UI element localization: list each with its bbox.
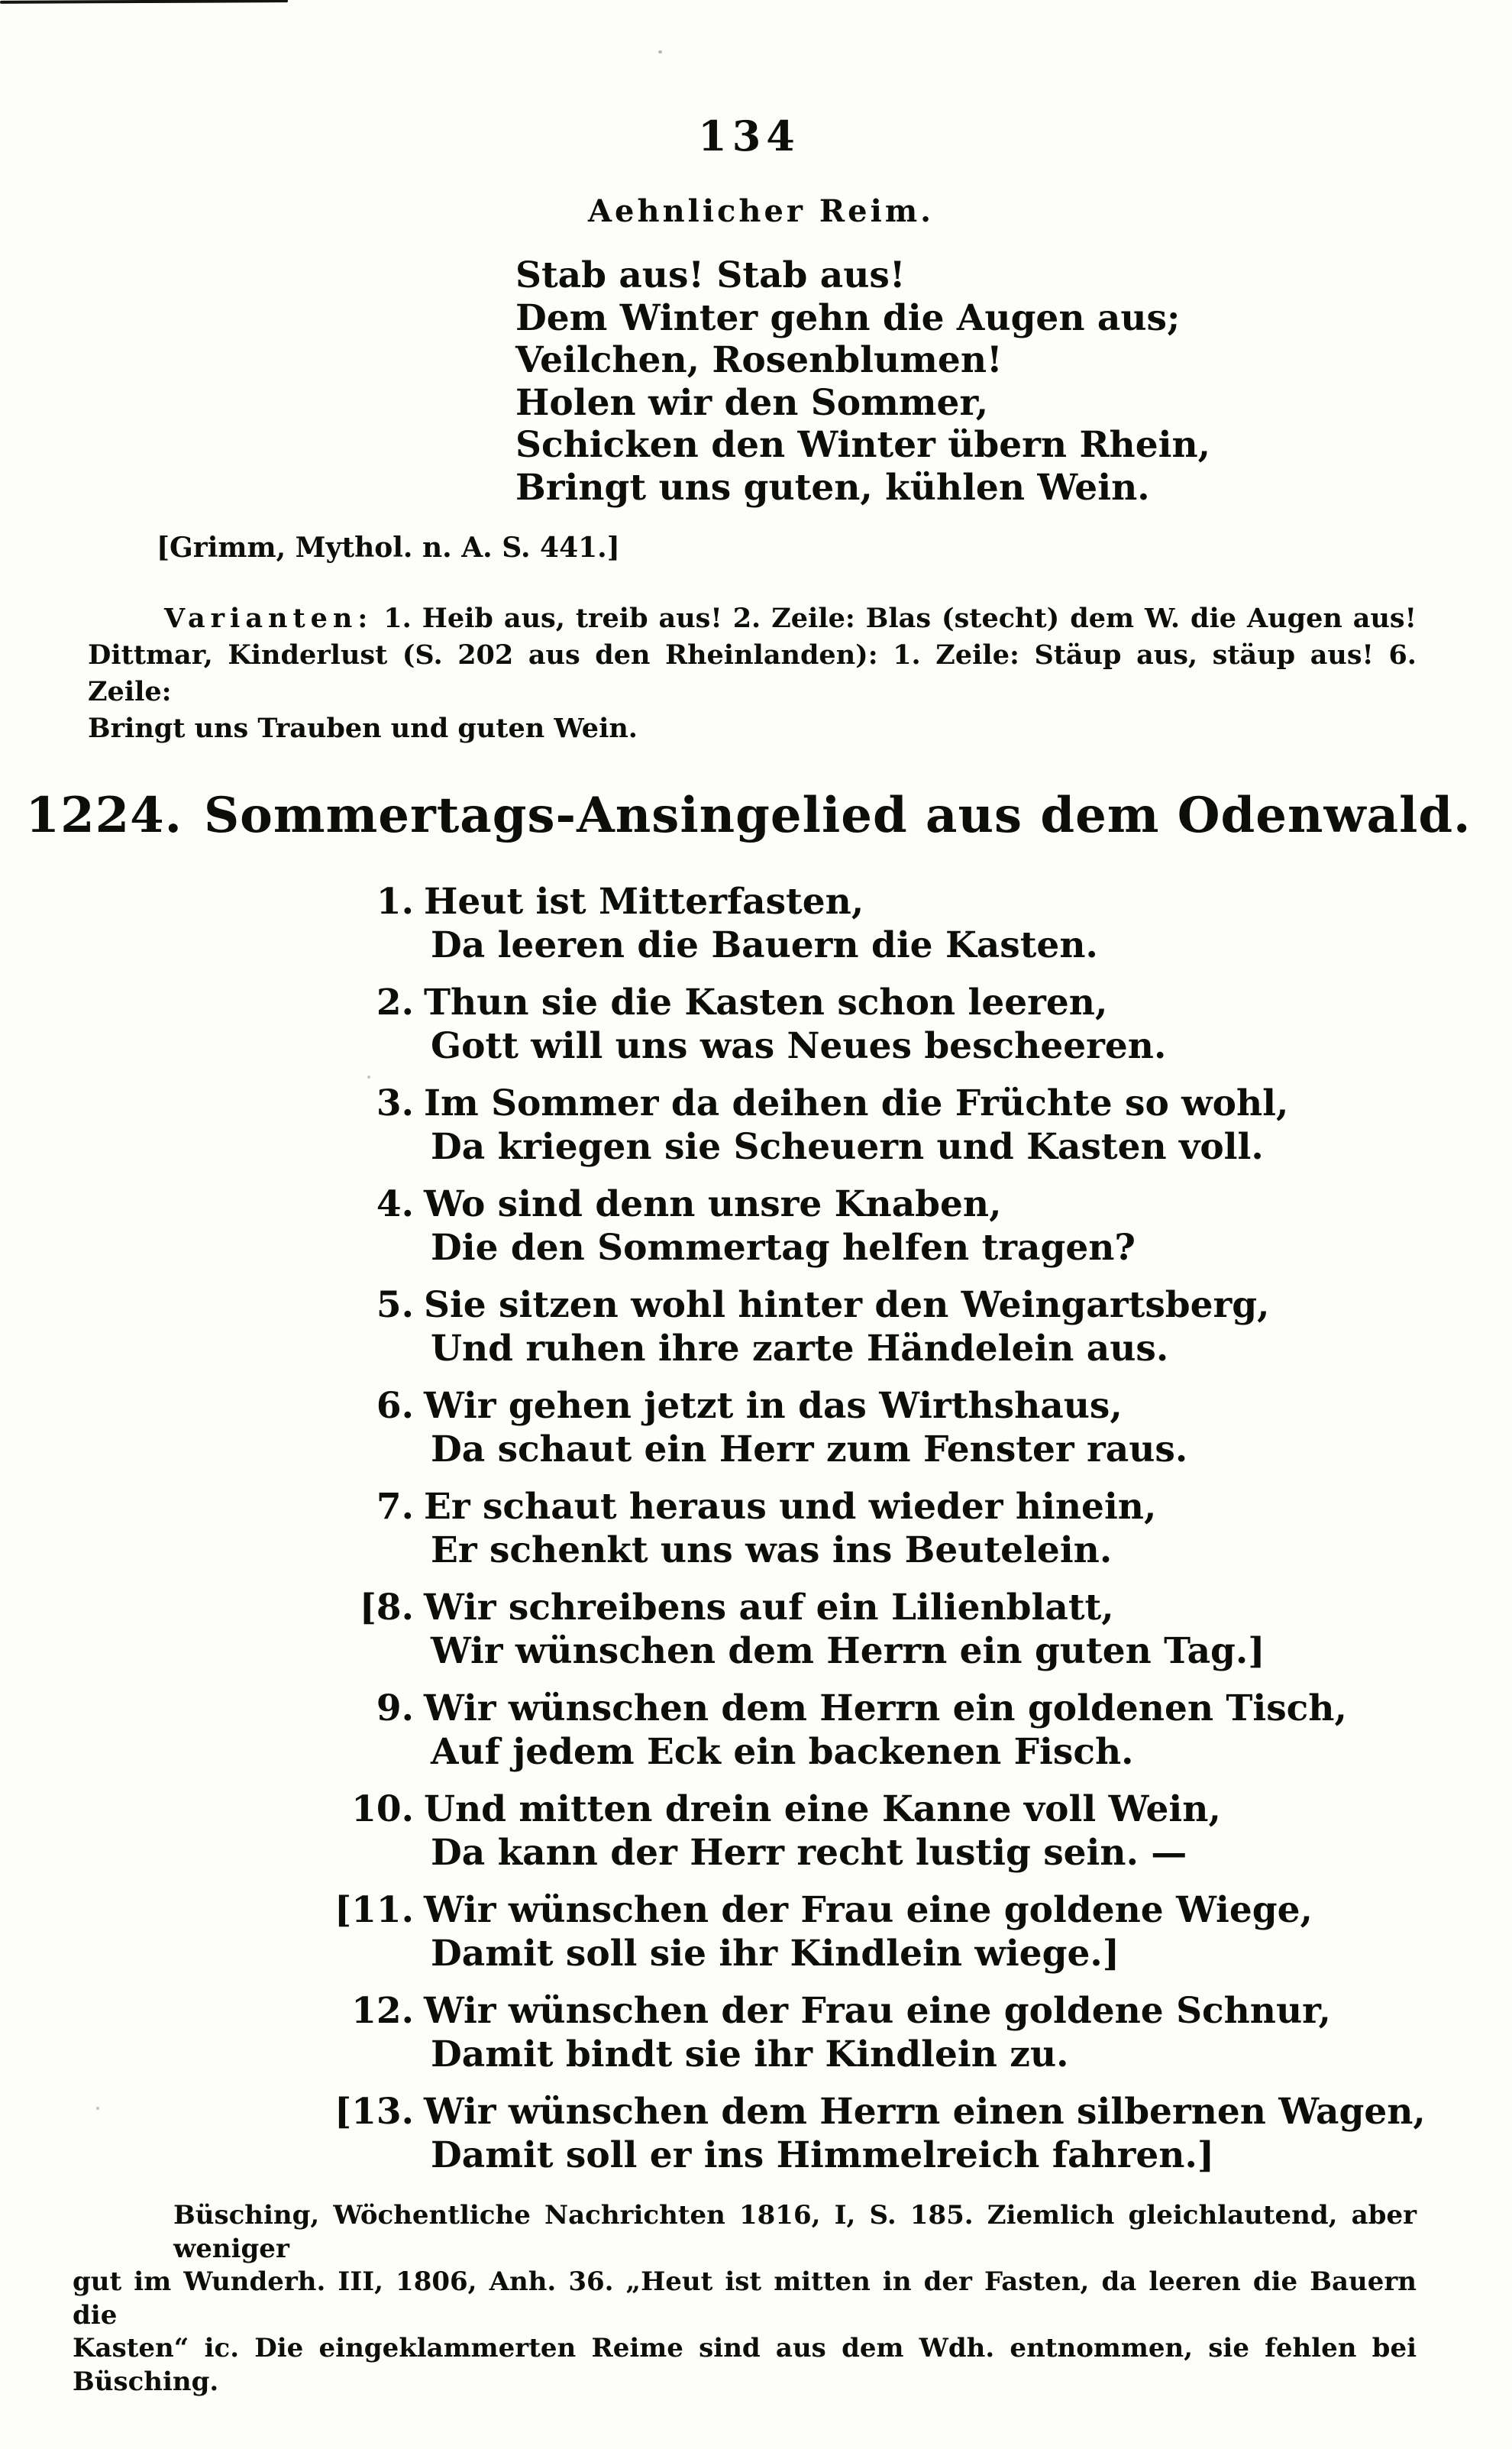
- stanza: [376, 880, 1426, 967]
- rhyme-verse-line: Stab aus! Stab aus!: [515, 254, 906, 296]
- stanza-line: Da leeren die Bauern die Kasten.: [431, 924, 1098, 966]
- stanza: [376, 1687, 1426, 1774]
- stanza-line: Damit bindt sie ihr Kindlein zu.: [431, 2033, 1069, 2075]
- rhyme-verse-line: Veilchen, Rosenblumen!: [515, 339, 1003, 381]
- stanza-line: Heut ist Mitterfasten,: [424, 881, 864, 923]
- stanza-number: 2.: [376, 982, 414, 1024]
- rhyme-verse-line: Holen wir den Sommer,: [515, 381, 989, 424]
- stanza: [376, 1283, 1426, 1370]
- stanza: [351, 1787, 1426, 1875]
- stanza-line: Wir wünschen der Frau eine goldene Schnur,: [424, 1990, 1331, 2032]
- stanza-line: Im Sommer da deihen die Früchte so wohl,: [424, 1082, 1289, 1124]
- variants-line: Dittmar, Kinderlust (S. 202 aus den Rheinlanden): 1. Zeile: Stäup aus, stäup aus! 6. Zeile:: [88, 639, 1417, 707]
- stanza-line: Damit soll er ins Himmelreich fahren.]: [431, 2134, 1215, 2176]
- stanza-line: Da schaut ein Herr zum Fenster raus.: [431, 1428, 1188, 1470]
- stanza-line: Wir wünschen dem Herrn ein guten Tag.]: [431, 1630, 1265, 1672]
- stanza-line: Wir wünschen dem Herrn einen silbernen Wagen,: [424, 2091, 1426, 2133]
- variants-line: Bringt uns Trauben und guten Wein.: [88, 713, 638, 744]
- stanza-number: [13.: [334, 2091, 414, 2133]
- stanza-line: Und ruhen ihre zarte Händelein aus.: [431, 1328, 1169, 1370]
- stanza-number: 6.: [376, 1385, 414, 1427]
- stanza-line: Sie sitzen wohl hinter den Weingartsberg,: [424, 1284, 1270, 1326]
- stanza-line: Thun sie die Kasten schon leeren,: [424, 982, 1108, 1024]
- footnote-line: Büsching, Wöchentliche Nachrichten 1816, I, S. 185. Ziemlich gleichlautend, aber weniger: [173, 2200, 1417, 2264]
- stanza-line: Wir wünschen dem Herrn ein goldenen Tisch,: [424, 1687, 1347, 1729]
- stanza: [376, 1485, 1426, 1572]
- stanza-line: Er schaut heraus und wieder hinein,: [424, 1486, 1157, 1528]
- stanza-line: Wir schreibens auf ein Lilienblatt,: [424, 1587, 1114, 1629]
- stanza: [376, 1182, 1426, 1270]
- footnote: [73, 2199, 1417, 2399]
- stanza: [334, 1888, 1426, 1975]
- rhyme-verse-line: Dem Winter gehn die Augen aus;: [515, 296, 1181, 339]
- footnote-line: gut im Wunderh. III, 1806, Anh. 36. „Heut ist mitten in der Fasten, da leeren die Bauern die: [73, 2266, 1417, 2331]
- scan-speck: [658, 50, 662, 53]
- song-title: Sommertags-Ansingelied aus dem Odenwald.: [203, 787, 1472, 844]
- stanza: [376, 1384, 1426, 1471]
- stanza-number: 1.: [376, 881, 414, 923]
- stanza-number: 9.: [376, 1687, 414, 1729]
- variants-label: Varianten:: [164, 603, 373, 634]
- stanza-number: 5.: [376, 1284, 414, 1326]
- song-number: 1224.: [25, 787, 183, 844]
- page-number: 134: [698, 112, 800, 160]
- scan-speck: [367, 1076, 370, 1079]
- stanza-line: Da kriegen sie Scheuern und Kasten voll.: [431, 1126, 1264, 1168]
- stanza: [359, 1586, 1426, 1673]
- stanza: [376, 1082, 1426, 1169]
- stanza-number: 4.: [376, 1183, 414, 1225]
- variants-note: [88, 600, 1417, 747]
- scan-speck: [96, 2107, 99, 2110]
- footnote-line: Kasten“ ic. Die eingeklammerten Reime sind aus dem Wdh. entnommen, sie fehlen bei Büsching.: [73, 2333, 1417, 2397]
- stanza-line: Gott will uns was Neues bescheeren.: [431, 1025, 1167, 1067]
- rhyme-section-title: Aehnlicher Reim.: [588, 193, 935, 229]
- stanza-number: [8.: [359, 1587, 414, 1629]
- stanza-line: Und mitten drein eine Kanne voll Wein,: [424, 1788, 1221, 1830]
- stanza-line: Die den Sommertag helfen tragen?: [431, 1227, 1136, 1269]
- rhyme-verse-line: Schicken den Winter übern Rhein,: [515, 424, 1210, 466]
- stanza-line: Damit soll sie ihr Kindlein wiege.]: [431, 1933, 1119, 1975]
- stanza-number: 3.: [376, 1082, 414, 1124]
- variants-line: [88, 600, 1417, 637]
- section-divider: [0, 0, 288, 4]
- variants-text: 1. Heib aus, treib aus! 2. Zeile: Blas (stecht) dem W. die Augen aus!: [383, 603, 1417, 634]
- stanza-line: Wir gehen jetzt in das Wirthshaus,: [424, 1385, 1123, 1427]
- stanza: [334, 2090, 1426, 2177]
- song-stanzas: [334, 880, 1426, 2191]
- rhyme-verse: [515, 254, 1210, 509]
- stanza-line: Er schenkt uns was ins Beutelein.: [431, 1529, 1113, 1571]
- stanza-line: Wo sind denn unsre Knaben,: [424, 1183, 1002, 1225]
- stanza-number: 12.: [351, 1990, 414, 2032]
- stanza: [351, 1989, 1426, 2076]
- song-heading: [0, 787, 1512, 844]
- source-attribution: [Grimm, Mythol. n. A. S. 441.]: [157, 532, 620, 564]
- stanza-number: 10.: [351, 1788, 414, 1830]
- stanza-line: Wir wünschen der Frau eine goldene Wiege,: [424, 1889, 1313, 1931]
- stanza-number: 7.: [376, 1486, 414, 1528]
- rhyme-verse-line: Bringt uns guten, kühlen Wein.: [515, 466, 1150, 509]
- stanza-line: Auf jedem Eck ein backenen Fisch.: [431, 1731, 1134, 1773]
- stanza-line: Da kann der Herr recht lustig sein. —: [431, 1832, 1187, 1874]
- stanza: [376, 981, 1426, 1068]
- stanza-number: [11.: [334, 1889, 414, 1931]
